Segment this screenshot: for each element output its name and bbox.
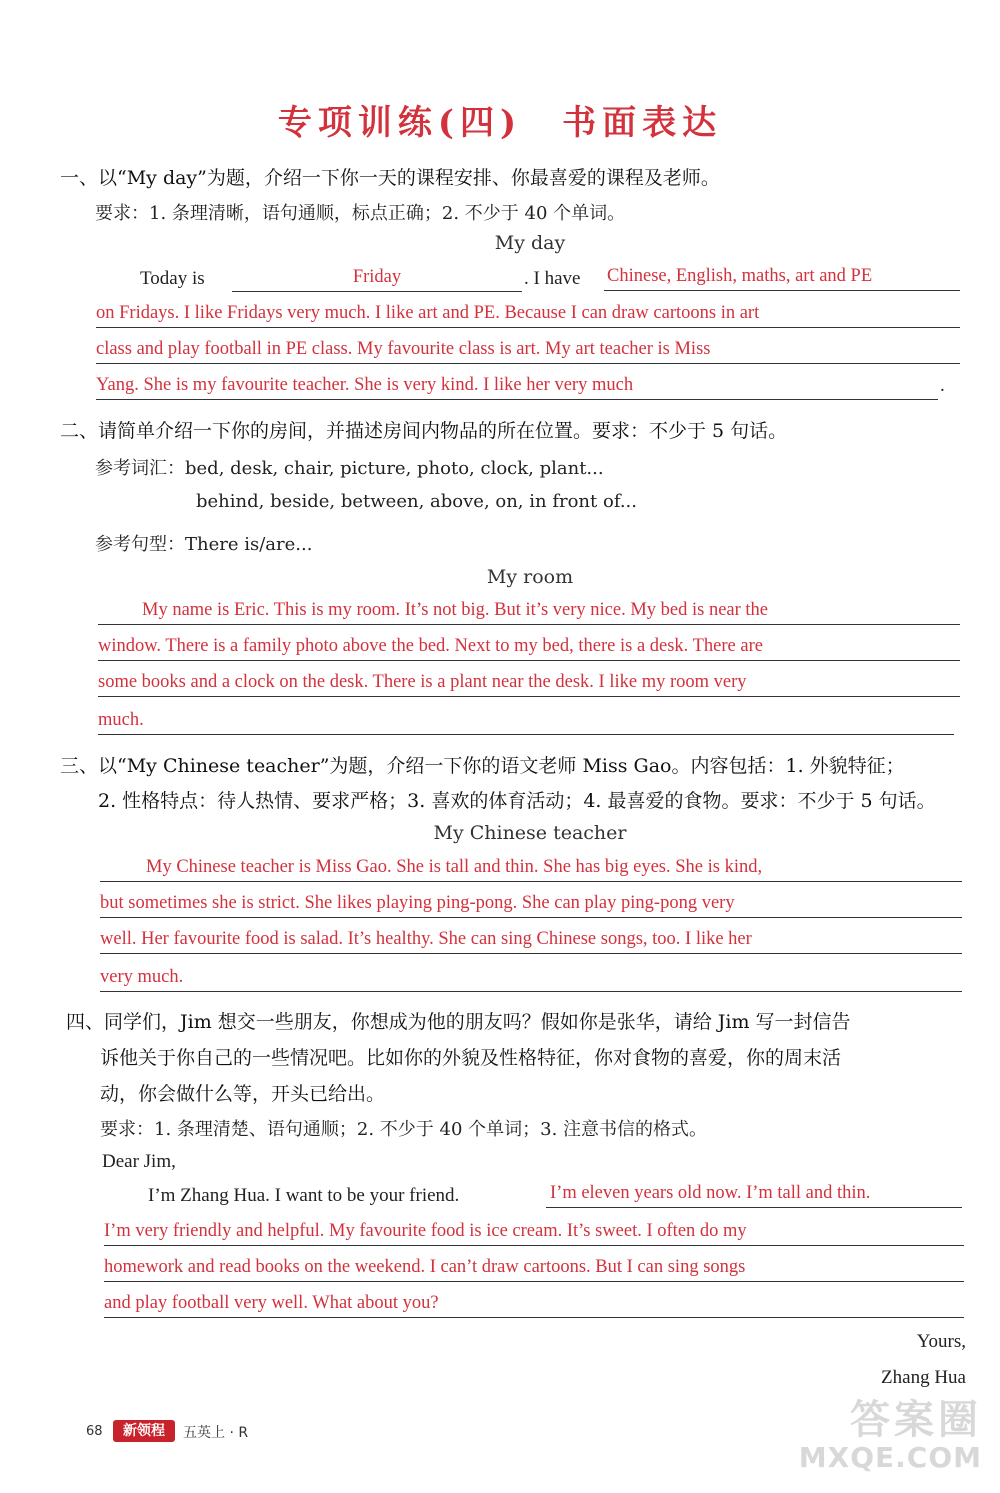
q4-rule-1 [546, 1207, 962, 1208]
watermark-url: MXQE.COM [798, 1441, 982, 1474]
q2-rule-1 [98, 624, 960, 625]
edition-label: 五英上 · R [183, 1425, 249, 1441]
q1-answer-line-1: Chinese, English, maths, art and PE [607, 266, 873, 286]
q4-prompt-2: 诉他关于你自己的一些情况吧。比如你的外貌及性格特征，你对食物的喜爱，你的周末活 [100, 1047, 842, 1069]
q2-prompt: 二、请简单介绍一下你的房间，并描述房间内物品的所在位置。要求：不少于 5 句话。 [60, 420, 788, 442]
q2-answer-line-1: My name is Eric. This is my room. It’s not big. But it’s very nice. My bed is near the [142, 600, 769, 620]
q4-prompt: 四、同学们，Jim 想交一些朋友，你想成为他的朋友吗？假如你是张华，请给 Jim 写一封信告 [66, 1011, 851, 1033]
page-title: 专项训练(四) 书面表达 [277, 103, 723, 143]
q3-answer-line-4: very much. [100, 967, 184, 987]
q2-answer-line-2: window. There is a family photo above the bed. Next to my bed, there is a desk. There are [98, 636, 763, 656]
q4-closing: Yours, [916, 1331, 966, 1352]
q1-intro: Today is [140, 268, 205, 289]
q2-rule-3 [98, 696, 960, 697]
q3-rule-3 [100, 953, 962, 954]
q3-rule-4 [100, 991, 962, 992]
q4-rule-4 [104, 1317, 964, 1318]
q3-prompt: 三、以“My Chinese teacher”为题，介绍一下你的语文老师 Miss Gao。内容包括：1. 外貌特征； [60, 755, 905, 777]
q1-answer-line-3: class and play football in PE class. My favourite class is art. My art teacher is Miss [96, 339, 711, 359]
q2-rule-2 [98, 660, 960, 661]
q2-rule-4 [98, 734, 954, 735]
watermark-logo-text: 答案圈 [850, 1397, 982, 1443]
q3-heading: My Chinese teacher [433, 822, 627, 844]
q3-rule-2 [100, 917, 962, 918]
q1-rule-1 [604, 290, 960, 291]
brand-logo: 新领程 [113, 1420, 175, 1442]
q2-vocab-2: behind, beside, between, above, on, in front of... [196, 491, 637, 512]
q4-rule-3 [104, 1281, 964, 1282]
q1-end-punct: . [940, 375, 945, 396]
q4-answer-line-2: I’m very friendly and helpful. My favourite food is ice cream. It’s sweet. I often do my [104, 1221, 747, 1241]
q2-heading: My room [486, 566, 574, 588]
q1-rule-2 [96, 327, 960, 328]
watermark [799, 1398, 982, 1474]
q1-rule-4 [96, 399, 938, 400]
q3-answer-line-3: well. Her favourite food is salad. It’s healthy. She can sing Chinese songs, too. I like her [100, 929, 752, 949]
q4-rule-2 [104, 1245, 964, 1246]
q3-answer-line-2: but sometimes she is strict. She likes playing ping-pong. She can play ping-pong very [100, 893, 735, 913]
q3-rule-1 [100, 881, 962, 882]
q3-prompt-2: 2. 性格特点：待人热情、要求严格；3. 喜欢的体育活动；4. 最喜爱的食物。要求：不少于 5 句话。 [98, 790, 936, 812]
q2-answer-line-4: much. [98, 710, 144, 730]
q3-answer-line-1: My Chinese teacher is Miss Gao. She is tall and thin. She has big eyes. She is kind, [146, 857, 763, 877]
q2-answer-line-3: some books and a clock on the desk. There is a plant near the desk. I like my room very [98, 672, 747, 692]
q4-answer-line-4: and play football very well. What about you? [104, 1293, 439, 1313]
q2-pattern: 参考句型：There is/are... [95, 534, 313, 555]
q4-requirement: 要求：1. 条理清楚、语句通顺；2. 不少于 40 个单词；3. 注意书信的格式。 [100, 1119, 708, 1140]
q1-have: . I have [524, 268, 581, 289]
page-number: 68 [86, 1424, 103, 1439]
q4-salutation: Dear Jim, [102, 1151, 176, 1172]
q2-vocab: 参考词汇：bed, desk, chair, picture, photo, clock, plant... [95, 458, 604, 479]
q1-heading: My day [494, 232, 566, 254]
q4-opening: I’m Zhang Hua. I want to be your friend. [148, 1185, 460, 1206]
q1-answer-line-2: on Fridays. I like Fridays very much. I like art and PE. Because I can draw cartoons in art [96, 303, 760, 323]
q1-requirement: 要求：1. 条理清晰，语句通顺，标点正确；2. 不少于 40 个单词。 [95, 203, 626, 224]
q1-blank-answer: Friday [352, 267, 402, 287]
q1-answer-line-4: Yang. She is my favourite teacher. She is very kind. I like her very much [96, 375, 634, 395]
q4-signature: Zhang Hua [881, 1367, 966, 1388]
q4-answer-line-1: I’m eleven years old now. I’m tall and thin. [550, 1183, 871, 1203]
q1-rule-3 [96, 363, 960, 364]
q1-blank-line [232, 291, 522, 292]
q1-prompt: 一、以“My day”为题，介绍一下你一天的课程安排、你最喜爱的课程及老师。 [60, 167, 720, 189]
q4-prompt-3: 动，你会做什么等，开头已给出。 [100, 1083, 386, 1105]
q4-answer-line-3: homework and read books on the weekend. I can’t draw cartoons. But I can sing songs [104, 1257, 746, 1277]
